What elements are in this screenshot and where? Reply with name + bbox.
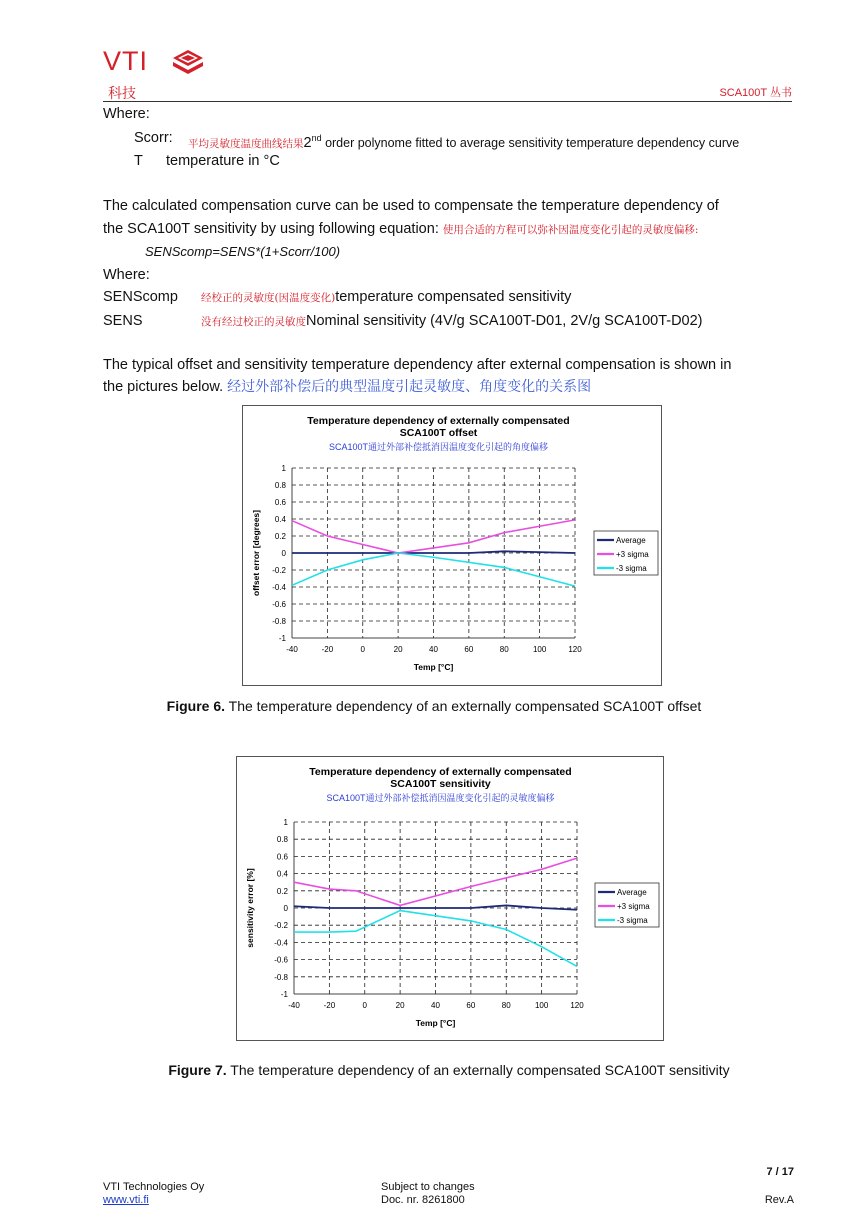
senscomp-definition [201,287,571,308]
y-tick-label: -0.4 [274,938,288,948]
footer-website-link[interactable]: www.vti.fi [103,1194,149,1206]
legend-label: -3 sigma [617,916,648,925]
sens-definition [201,311,703,332]
paragraph-1-line-2 [103,219,698,240]
x-axis-label: Temp [°C] [415,1018,456,1028]
figure-6-caption [0,698,868,714]
y-tick-label: 0.8 [274,481,286,490]
legend-label: +3 sigma [617,902,650,911]
scorr-description: order polynome fitted to average sensitivity temperature dependency curve [321,135,740,150]
y-tick-label: -0.2 [274,921,288,931]
vti-logo-icon [170,48,206,76]
y-tick-label: 1 [283,818,288,827]
x-tick-label: 0 [362,1001,367,1010]
y-tick-label: 0 [281,549,286,558]
y-tick-label: 0.4 [276,869,288,879]
paragraph-1-cn-note: 使用合适的方程可以弥补因温度变化引起的灵敏度偏移: [442,224,699,236]
x-tick-label: 20 [395,1001,405,1010]
chart-title-line-1: Temperature dependency of externally compensated [307,415,570,427]
footer-revision: Rev.A [764,1194,794,1206]
chart-title-line-2: SCA100T sensitivity [390,778,491,790]
paragraph-2-cn-note: 经过外部补偿后的典型温度引起灵敏度、角度变化的关系图 [227,379,592,395]
x-tick-label: 120 [568,645,582,654]
logo-text: VTI [103,46,149,76]
scorr-order-sup: nd [311,133,322,143]
figure-7-caption-text: The temperature dependency of an externally compensated SCA100T sensitivity [226,1062,730,1078]
y-tick-label: -0.6 [274,955,288,965]
x-tick-label: 80 [501,1001,511,1010]
x-tick-label: 20 [393,645,403,654]
senscomp-description: temperature compensated sensitivity [335,289,572,305]
y-tick-label: 0.6 [274,498,286,507]
scorr-term: Scorr: [134,130,173,146]
t-description: temperature in °C [166,153,280,169]
compensation-equation: SENScomp=SENS*(1+Scorr/100) [145,244,341,259]
y-tick-label: -0.4 [272,583,286,592]
figure-7-label: Figure 7. [168,1062,227,1078]
footer-doc-number: Doc. nr. 8261800 [381,1194,465,1206]
senscomp-cn-note: 经校正的灵敏度(因温度变化) [201,292,336,304]
figure-6-chart [243,406,661,685]
x-tick-label: 40 [431,1001,440,1010]
senscomp-term: SENScomp [103,289,178,305]
y-tick-label: -1 [280,990,288,999]
legend-label: Average [617,888,647,897]
chart-title-line-1: Temperature dependency of externally compensated [309,766,572,778]
y-tick-label: -0.8 [272,617,286,626]
x-tick-label: 100 [534,1001,549,1010]
x-tick-label: 100 [532,645,547,654]
x-tick-label: 120 [570,1001,584,1010]
paragraph-2-text: the pictures below. [103,379,228,395]
y-tick-label: 0 [283,904,288,913]
y-tick-label: 0.8 [276,835,288,845]
chart-subtitle: SCA100T通过外部补偿抵消因温度变化引起的灵敏度偏移 [326,793,555,803]
sens-term: SENS [103,313,143,329]
footer-subject: Subject to changes [381,1181,475,1193]
x-axis-label: Temp [°C] [413,662,454,672]
y-tick-label: 0.6 [276,852,288,862]
figure-7-chart [237,757,663,1040]
figure-7-frame [236,756,664,1041]
paragraph-2-line-2 [103,377,591,397]
document-title: SCA100T 丛书 [719,87,792,99]
y-axis-label: offset error [degrees] [251,510,261,596]
y-tick-label: 0.2 [274,532,286,541]
paragraph-1-line-1: The calculated compensation curve can be used to compensate the temperature dependency of [103,198,719,214]
page-number: 7 / 17 [766,1166,794,1178]
x-tick-label: 80 [499,645,509,654]
legend-label: Average [616,536,646,545]
scorr-order: 2 [303,134,312,151]
paragraph-2-line-1: The typical offset and sensitivity temperature dependency after external compensation is shown in [103,357,732,373]
scorr-cn-note: 平均灵敏度温度曲线结果 [188,137,304,150]
y-tick-label: 0.2 [276,886,288,896]
y-axis-label: sensitivity error [%] [245,868,255,948]
logo-subtitle: 科技 [108,86,136,102]
y-tick-label: -0.2 [272,566,286,575]
t-term: T [134,153,143,169]
x-tick-label: -40 [288,1001,300,1010]
legend-label: +3 sigma [616,550,649,559]
paragraph-1-text: the SCA100T sensitivity by using following equation: [103,221,443,237]
chart-title-line-2: SCA100T offset [399,427,478,439]
where-label-2: Where: [103,267,150,283]
x-tick-label: -40 [286,645,298,654]
sens-description: Nominal sensitivity (4V/g SCA100T-D01, 2V/g SCA100T-D02) [306,313,703,329]
y-tick-label: -0.8 [274,972,288,982]
legend-label: -3 sigma [616,564,647,573]
chart-subtitle: SCA100T通过外部补偿抵消因温度变化引起的角度偏移 [328,442,549,452]
where-label-1: Where: [103,106,150,122]
x-tick-label: 0 [360,645,365,654]
figure-7-caption [0,1062,868,1078]
y-tick-label: 0.4 [274,515,286,524]
x-tick-label: 40 [429,645,438,654]
x-tick-label: -20 [323,1001,336,1010]
figure-6-label: Figure 6. [166,698,226,714]
figure-6-caption-text: The temperature dependency of an externally compensated SCA100T offset [225,698,702,714]
figure-6-frame [242,405,662,686]
x-tick-label: 60 [464,645,474,654]
series-line-average [292,551,575,553]
y-tick-label: 1 [281,464,286,473]
x-tick-label: -20 [321,645,334,654]
footer-company: VTI Technologies Oy [103,1181,205,1193]
header-divider [103,101,792,102]
scorr-definition [188,128,739,154]
x-tick-label: 60 [466,1001,476,1010]
y-tick-label: -0.6 [272,600,286,609]
y-tick-label: -1 [278,634,286,643]
sens-cn-note: 没有经过校正的灵敏度 [201,316,306,328]
